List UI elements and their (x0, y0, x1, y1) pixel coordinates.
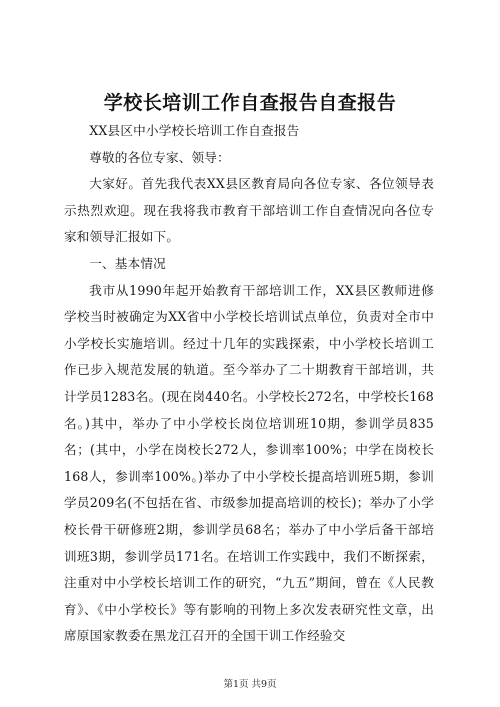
page-footer: 第1页 共9页 (223, 679, 277, 690)
salutation-paragraph: 尊敬的各位专家、领导： (89, 149, 230, 165)
document-title: 学校长培训工作自查报告自查报告 (103, 92, 397, 114)
subtitle-paragraph: XX县区中小学校长培训工作自查报告 (89, 123, 300, 138)
basic-info-paragraph: 我市从1990年起开始教育干部培训工作，XX县区教师进修学校当时被确定为XX省中小学校长培训试点单位，负责对全市中小学校长实施培训。经过十几年的实践探索，中小学校长培训工作已步入规范发展的轨道。至今举办了二十期教育干部培训，共计学员1283名。(现在岗440名。小学校长272名，中学校长168名。)其中，举办了中小学校长岗位培训班10期，参训学员835名；(其中，小学在岗校长272人，参训率100%；中学在岗校长168人，参训率100%。)举办了中小学校长提高培训班5期，参训学员209名(不包括在省、市级参加提高培训的校长)；举办了小学校长骨干研修班2期，参训学员68名；举办了中小学后备干部培训班3期，参训学员171名。在培训工作实践中，我们不断探索，注重对中小学校长培训工作的研究，“九五”期间，曾在《人民教育》、《中小学校长》等有影响的刊物上多次发表研究性文章，出席原国家教委在黑龙江召开的全国干训工作经验交 (64, 282, 434, 644)
intro-paragraph: 大家好。首先我代表XX县区教育局向各位专家、各位领导表示热烈欢迎。现在我将我市教育干部培训工作自查情况向各位专家和领导汇报如下。 (64, 176, 434, 245)
document-body (64, 118, 434, 650)
section-heading: 一、基本情况 (89, 255, 166, 271)
